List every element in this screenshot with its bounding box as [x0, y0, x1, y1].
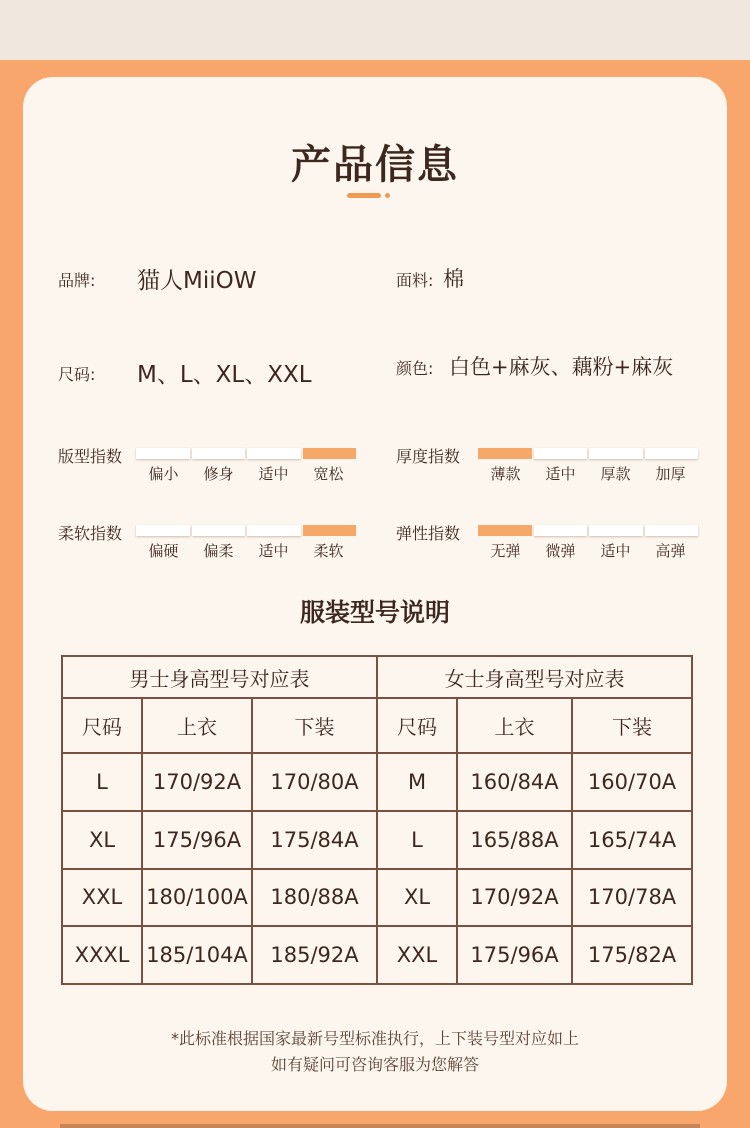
- column-header: 下装: [572, 698, 692, 753]
- table-cell: XXL: [62, 869, 142, 927]
- thickness-index-segment: [645, 448, 699, 459]
- elasticity-index-option: 适中: [600, 542, 631, 560]
- softness-index-segment-selected: [303, 525, 357, 536]
- size-value: M、L、XL、XXL: [137, 362, 312, 388]
- table-cell: 165/88A: [457, 811, 572, 869]
- thickness-index-option: 加厚: [655, 465, 686, 483]
- thickness-index-segment: [534, 448, 588, 459]
- fit-index-scale: [136, 448, 356, 459]
- softness-index-scale: [136, 525, 356, 536]
- table-cell: 160/70A: [572, 753, 692, 811]
- table-cell: 170/80A: [252, 753, 377, 811]
- table-cell: 170/92A: [142, 753, 252, 811]
- elasticity-index-scale: [478, 525, 698, 536]
- thickness-index-scale: [478, 448, 698, 459]
- table-cell: 180/100A: [142, 869, 252, 927]
- elasticity-index-label: 弹性指数: [396, 524, 461, 543]
- size-label: 尺码:: [58, 365, 96, 384]
- table-cell: 175/82A: [572, 926, 692, 984]
- table-row: [62, 811, 692, 869]
- men-table-title: 男士身高型号对应表: [62, 656, 377, 698]
- table-cell: 165/74A: [572, 811, 692, 869]
- elasticity-index-segment: [589, 525, 643, 536]
- table-cell: XL: [377, 869, 457, 927]
- softness-index-segment: [192, 525, 246, 536]
- softness-index-label: 柔软指数: [58, 524, 123, 543]
- elasticity-index-option: 无弹: [490, 542, 521, 560]
- fit-index-option: 适中: [258, 465, 289, 483]
- fit-index-option: 修身: [203, 465, 234, 483]
- softness-index-option: 适中: [258, 542, 289, 560]
- table-cell: 170/78A: [572, 869, 692, 927]
- table-row: [62, 869, 692, 927]
- elasticity-index-segment: [645, 525, 699, 536]
- table-cell: 175/96A: [457, 926, 572, 984]
- elasticity-index-option: 微弹: [545, 542, 576, 560]
- top-band: [0, 0, 750, 60]
- table-cell: XXXL: [62, 926, 142, 984]
- table-title-row: [62, 656, 692, 698]
- thickness-index-option: 薄款: [490, 465, 521, 483]
- fit-index-option: 偏小: [148, 465, 179, 483]
- softness-index-option: 柔软: [313, 542, 344, 560]
- next-section-edge: [60, 1124, 700, 1128]
- table-row: [62, 753, 692, 811]
- fit-index-segment-selected: [303, 448, 357, 459]
- women-table-title: 女士身高型号对应表: [377, 656, 692, 698]
- size-section-title: 服装型号说明: [299, 598, 450, 627]
- column-header: 尺码: [377, 698, 457, 753]
- fit-index-segment: [136, 448, 190, 459]
- table-cell: L: [62, 753, 142, 811]
- page-title: 产品信息: [291, 142, 459, 188]
- table-cell: 175/84A: [252, 811, 377, 869]
- table-cell: 185/92A: [252, 926, 377, 984]
- column-header: 上衣: [457, 698, 572, 753]
- size-chart-table: [61, 655, 693, 985]
- title-underline-dot: [385, 193, 390, 198]
- fit-index-segment: [247, 448, 301, 459]
- fabric-label: 面料:: [396, 271, 434, 290]
- column-header: 上衣: [142, 698, 252, 753]
- table-cell: 170/92A: [457, 869, 572, 927]
- column-header: 尺码: [62, 698, 142, 753]
- thickness-index-option: 厚款: [600, 465, 631, 483]
- elasticity-index-segment: [534, 525, 588, 536]
- elasticity-index-ticks: [478, 540, 698, 561]
- table-cell: 180/88A: [252, 869, 377, 927]
- elasticity-index-segment-selected: [478, 525, 532, 536]
- title-underline: [347, 193, 381, 198]
- color-value: 白色+麻灰、藕粉+麻灰: [449, 355, 674, 379]
- color-label: 颜色:: [396, 359, 434, 378]
- thickness-index-segment: [589, 448, 643, 459]
- thickness-index-segment-selected: [478, 448, 532, 459]
- brand-value: 猫人MiiOW: [137, 268, 257, 294]
- softness-index-segment: [136, 525, 190, 536]
- softness-index-option: 偏柔: [203, 542, 234, 560]
- table-row: [62, 926, 692, 984]
- softness-index-segment: [247, 525, 301, 536]
- column-header: 下装: [252, 698, 377, 753]
- footnote-contact: 如有疑问可咨询客服为您解答: [270, 1055, 479, 1074]
- table-cell: 185/104A: [142, 926, 252, 984]
- table-cell: L: [377, 811, 457, 869]
- softness-index-option: 偏硬: [148, 542, 179, 560]
- softness-index-ticks: [136, 540, 356, 561]
- fit-index-segment: [192, 448, 246, 459]
- fit-index-label: 版型指数: [58, 447, 123, 466]
- fit-index-ticks: [136, 463, 356, 484]
- elasticity-index-option: 高弹: [655, 542, 686, 560]
- footnote-standard: *此标准根据国家最新号型标准执行，上下装号型对应如上: [170, 1029, 579, 1048]
- thickness-index-label: 厚度指数: [396, 447, 461, 466]
- table-cell: XL: [62, 811, 142, 869]
- table-cell: 160/84A: [457, 753, 572, 811]
- brand-label: 品牌:: [58, 271, 96, 290]
- table-cell: 175/96A: [142, 811, 252, 869]
- table-header-row: [62, 698, 692, 753]
- fit-index-option: 宽松: [313, 465, 344, 483]
- table-cell: M: [377, 753, 457, 811]
- table-cell: XXL: [377, 926, 457, 984]
- fabric-value: 棉: [443, 267, 464, 291]
- thickness-index-option: 适中: [545, 465, 576, 483]
- thickness-index-ticks: [478, 463, 698, 484]
